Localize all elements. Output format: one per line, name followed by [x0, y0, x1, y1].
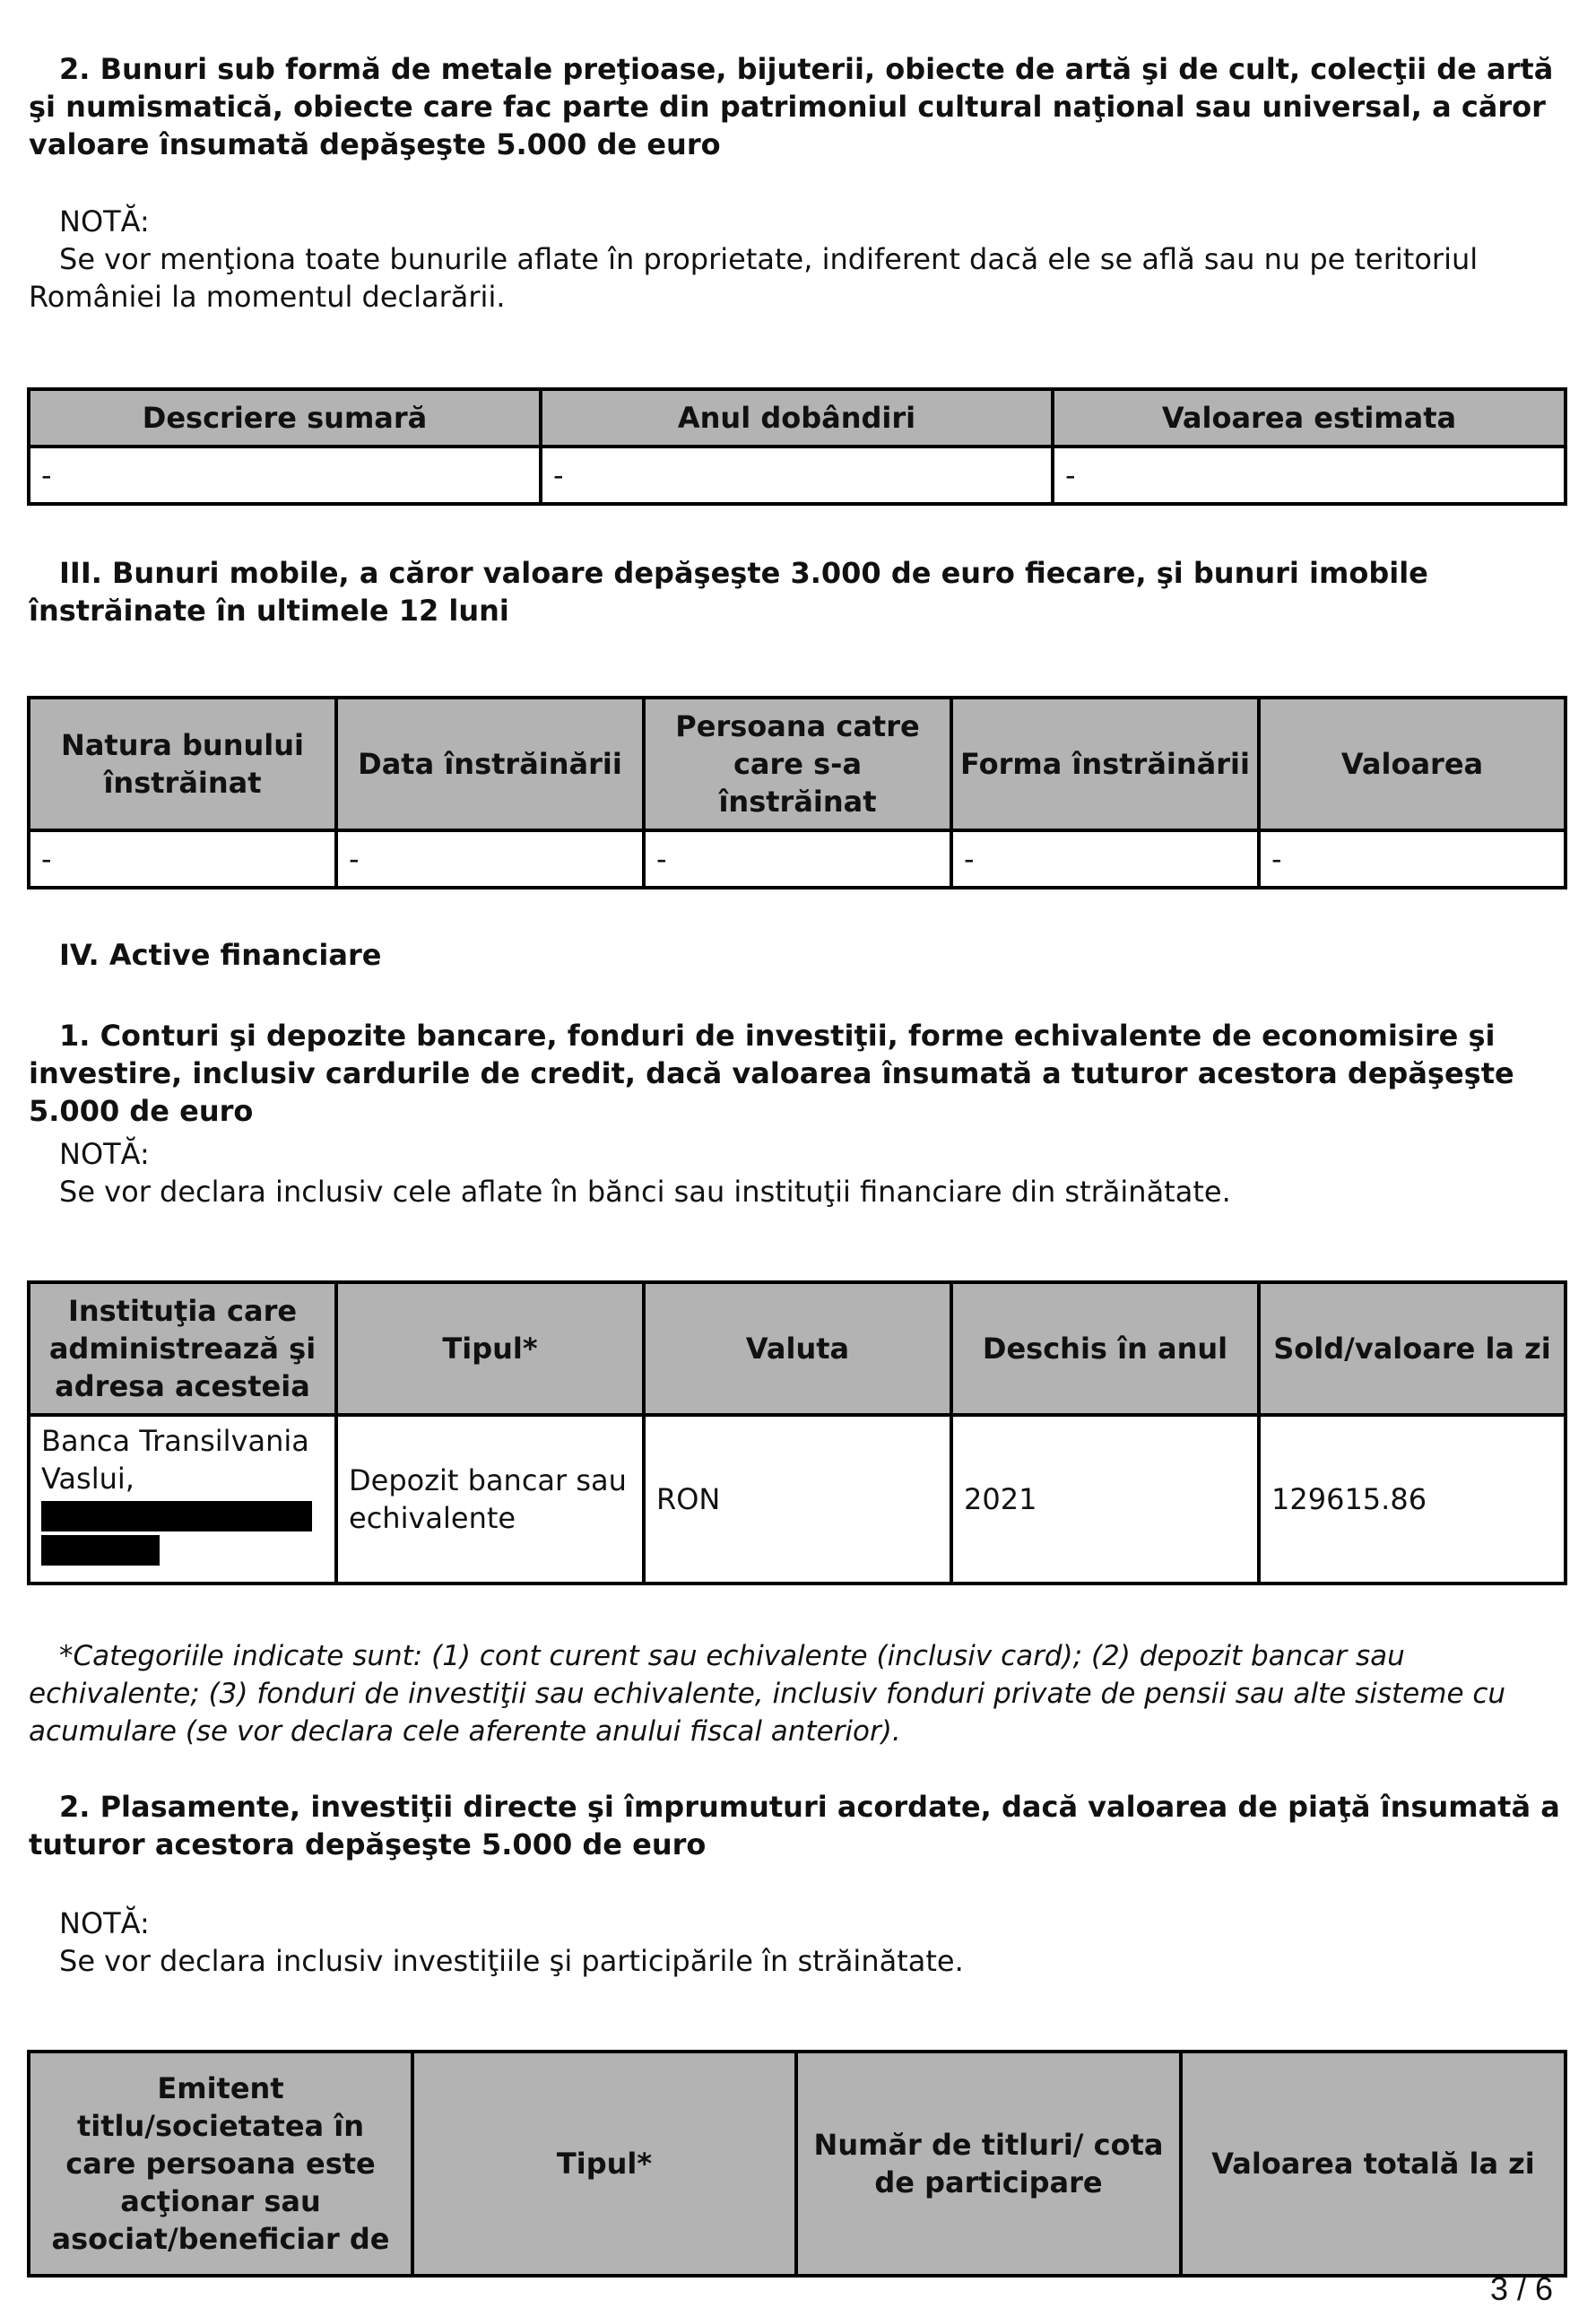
table-bunuri-pretioase — [27, 387, 1567, 506]
footnote: *Categoriile indicate sunt: (1) cont curent sau echivalente (inclusiv card); (2) depozit bancar sau echivalente; (3) fonduri de investiţii sau echivalente, inclusiv fonduri private de pensii sau alte sisteme cu acumulare (se vor declara cele aferente anului fiscal anterior). — [29, 1640, 1506, 1748]
nota-3 — [29, 1905, 1571, 1980]
table-3-header: Deschis în anul — [951, 1282, 1259, 1415]
table-cell: - — [1053, 447, 1566, 504]
table-2-header: Natura bunului înstrăinat — [29, 698, 336, 830]
table-3-header: Instituţia care administrează şi adresa acesteia — [29, 1282, 336, 1415]
page-number: 3 / 6 — [1489, 2270, 1553, 2307]
nota-1-label: NOTĂ: — [59, 204, 150, 239]
table-1-header: Descriere sumară — [29, 389, 541, 447]
table-4-header: Valoarea totală la zi — [1181, 2052, 1566, 2276]
section-4-2-title: 2. Plasamente, investiţii directe şi împrumuturi acordate, dacă valoarea de piaţă însumată a tuturor acestora depăşeşte 5.000 de euro — [29, 1790, 1560, 1861]
table-2-header: Persoana catre care s-a înstrăinat — [644, 698, 951, 830]
section-4-title: IV. Active financiare — [59, 938, 382, 972]
table-3-header: Tipul* — [336, 1282, 644, 1415]
table-conturi-depozite — [27, 1280, 1567, 1585]
table-3-header: Sold/valoare la zi — [1259, 1282, 1566, 1415]
table-4-header: Număr de titluri/ cota de participare — [796, 2052, 1181, 2276]
table-2-header: Valoarea — [1259, 698, 1566, 830]
nota-2-label: NOTĂ: — [59, 1137, 150, 1171]
table-cell: - — [336, 830, 644, 888]
nota-2-text: Se vor declara inclusiv cele aflate în bănci sau instituţii financiare din străinătate. — [59, 1175, 1231, 1209]
table-cell: - — [29, 447, 541, 504]
table-cell: - — [644, 830, 951, 888]
table-bunuri-instrainate — [27, 696, 1567, 889]
table-1-header: Anul dobândiri — [541, 389, 1053, 447]
redaction-bar — [41, 1501, 312, 1531]
nota-3-text: Se vor declara inclusiv investiţiile şi participările în străinătate. — [59, 1944, 964, 1978]
currency-cell: RON — [644, 1415, 951, 1583]
redaction-bar — [41, 1535, 160, 1566]
institution-name: Banca Transilvania Vaslui, — [41, 1424, 309, 1496]
table-2-header: Data înstrăinării — [336, 698, 644, 830]
table-cell: - — [951, 830, 1259, 888]
table-cell: - — [541, 447, 1053, 504]
nota-1-text: Se vor menţiona toate bunurile aflate în proprietate, indiferent dacă ele se află sau nu pe teritoriul României la momentul declarării. — [29, 242, 1479, 314]
table-4-header: Tipul* — [412, 2052, 796, 2276]
table-cell: - — [1259, 830, 1566, 888]
table-row — [29, 1415, 1566, 1583]
year-cell: 2021 — [951, 1415, 1259, 1583]
table-1-header: Valoarea estimata — [1053, 389, 1566, 447]
table-plasamente — [27, 2050, 1567, 2278]
table-row — [29, 830, 1566, 888]
section-2-title: 2. Bunuri sub formă de metale preţioase, bijuterii, obiecte de artă şi de cult, colecţii de artă şi numismatică, obiecte care fac parte din patrimoniul cultural naţional sau universal, a căror valoare însumată depăşeşte 5.000 de euro — [29, 52, 1554, 161]
nota-3-label: NOTĂ: — [59, 1906, 150, 1940]
table-cell: - — [29, 830, 336, 888]
table-3-header: Valuta — [644, 1282, 951, 1415]
table-4-header: Emitent titlu/societatea în care persoana este acţionar sau asociat/beneficiar de — [29, 2052, 412, 2276]
section-3-title: III. Bunuri mobile, a căror valoare depăşeşte 3.000 de euro fiecare, şi bunuri imobile înstrăinate în ultimele 12 luni — [29, 556, 1428, 628]
table-2-header: Forma înstrăinării — [951, 698, 1259, 830]
balance-cell: 129615.86 — [1259, 1415, 1566, 1583]
section-4-1-title: 1. Conturi şi depozite bancare, fonduri de investiţii, forme echivalente de economisire şi investire, inclusiv cardurile de credit, dacă valoarea însumată a tuturor acestora depăşeşte 5.000 de euro — [29, 1019, 1514, 1128]
nota-1 — [29, 203, 1571, 316]
institution-cell — [29, 1415, 336, 1583]
nota-2 — [29, 1135, 1571, 1210]
type-cell: Depozit bancar sau echivalente — [336, 1415, 644, 1583]
table-row — [29, 447, 1566, 504]
